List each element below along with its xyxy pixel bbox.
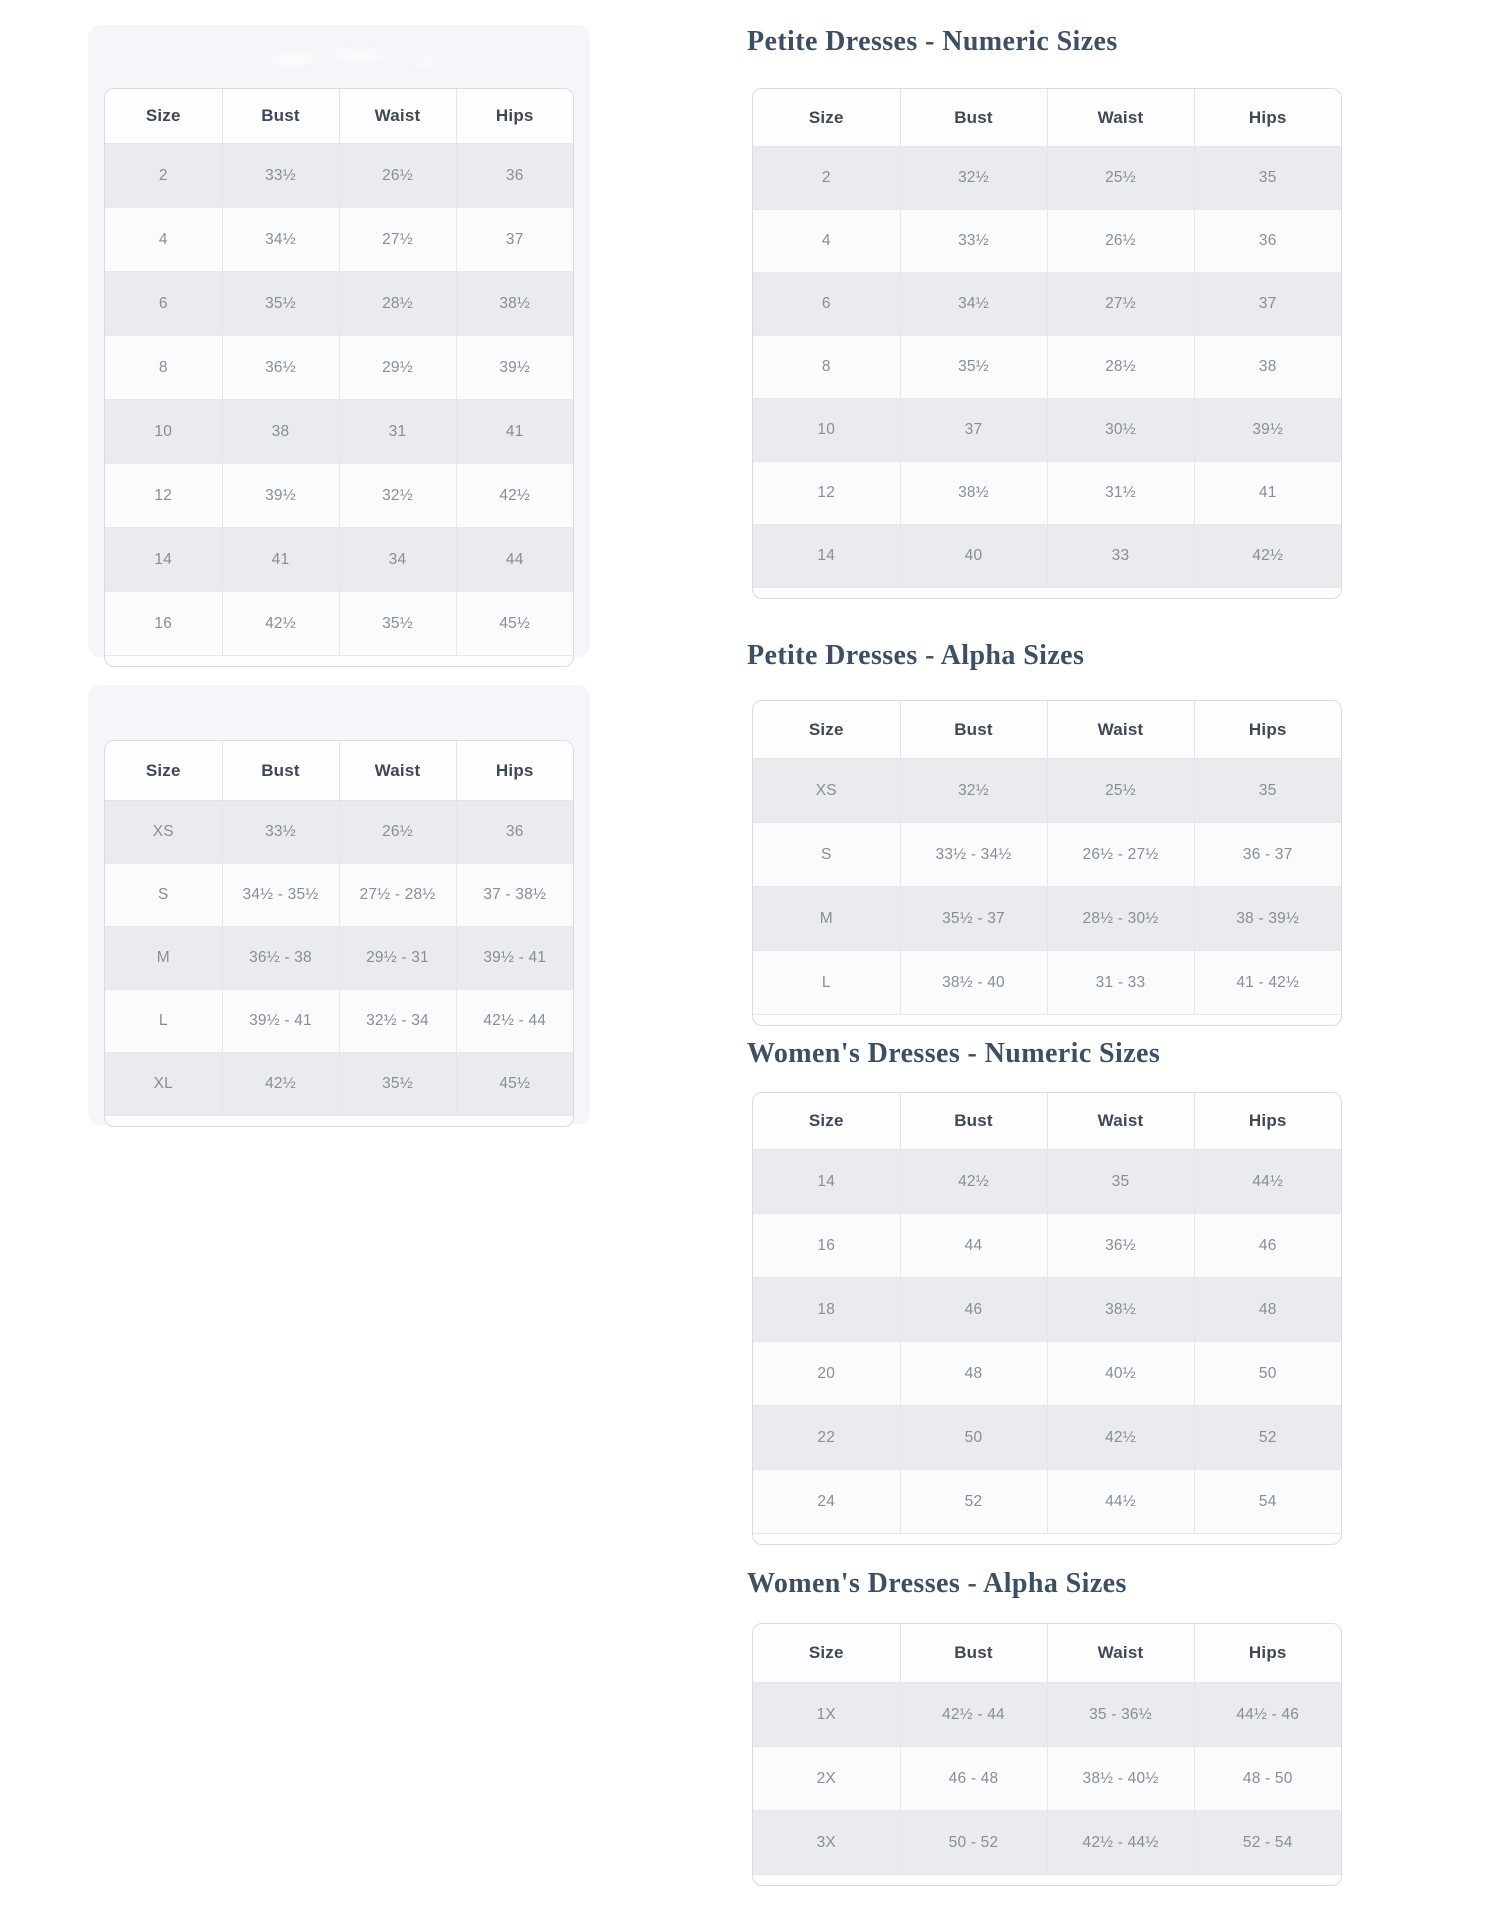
table-row [753, 951, 1341, 1015]
cell-size: 10 [753, 399, 900, 462]
column-header-bust: Bust [900, 1624, 1047, 1683]
size-chart-table [105, 89, 573, 656]
column-header-hips: Hips [456, 89, 573, 144]
cell-size: 8 [105, 336, 222, 400]
misses-numeric-size-chart [104, 88, 574, 667]
size-chart-table [753, 1624, 1341, 1875]
cell-size: 1X [753, 1683, 900, 1747]
cell-waist: 44½ [1047, 1470, 1194, 1534]
table-row [105, 528, 573, 592]
cell-size: 6 [105, 272, 222, 336]
table-row [753, 759, 1341, 823]
table-row [753, 1342, 1341, 1406]
cell-waist: 42½ - 44½ [1047, 1811, 1194, 1875]
cell-waist: 26½ - 27½ [1047, 823, 1194, 887]
cell-size: 14 [753, 1150, 900, 1214]
table-row [753, 525, 1341, 588]
size-chart-table [753, 89, 1341, 588]
cell-waist: 26½ [1047, 210, 1194, 273]
petite-numeric-title: Petite Dresses - Numeric Sizes [747, 26, 1118, 57]
cell-bust: 32½ [900, 759, 1047, 823]
table-row [753, 336, 1341, 399]
size-chart-table [105, 741, 573, 1116]
table-row [105, 400, 573, 464]
table-row [753, 147, 1341, 210]
cell-bust: 38½ [900, 462, 1047, 525]
cell-hips: 41 - 42½ [1194, 951, 1341, 1015]
petite-alpha-size-chart [752, 700, 1342, 1026]
cell-bust: 42½ - 44 [900, 1683, 1047, 1747]
cell-hips: 39½ - 41 [456, 927, 573, 990]
cell-size: 8 [753, 336, 900, 399]
table-row [105, 208, 573, 272]
cell-size: L [753, 951, 900, 1015]
table-row [753, 1683, 1341, 1747]
cell-size: 12 [105, 464, 222, 528]
cell-waist: 25½ [1047, 147, 1194, 210]
size-chart-table [753, 701, 1341, 1015]
cell-bust: 42½ [222, 592, 339, 656]
cell-hips: 36 [456, 144, 573, 208]
cell-bust: 46 [900, 1278, 1047, 1342]
cell-size: 2 [105, 144, 222, 208]
cell-bust: 34½ [900, 273, 1047, 336]
cell-size: 24 [753, 1470, 900, 1534]
cell-bust: 39½ - 41 [222, 990, 339, 1053]
cell-hips: 36 - 37 [1194, 823, 1341, 887]
column-header-waist: Waist [339, 741, 456, 801]
cell-hips: 38 [1194, 336, 1341, 399]
table-row [105, 990, 573, 1053]
column-header-bust: Bust [222, 89, 339, 144]
cell-size: 14 [105, 528, 222, 592]
cell-bust: 44 [900, 1214, 1047, 1278]
column-header-hips: Hips [1194, 1624, 1341, 1683]
faded-watermark [238, 35, 458, 79]
column-header-size: Size [753, 1624, 900, 1683]
cell-bust: 37 [900, 399, 1047, 462]
cell-bust: 50 [900, 1406, 1047, 1470]
cell-size: 2 [753, 147, 900, 210]
header-row [753, 1093, 1341, 1150]
cell-waist: 28½ [1047, 336, 1194, 399]
cell-hips: 44½ [1194, 1150, 1341, 1214]
table-row [105, 144, 573, 208]
cell-hips: 35 [1194, 147, 1341, 210]
table-row [753, 1811, 1341, 1875]
cell-hips: 37 [1194, 273, 1341, 336]
cell-hips: 44 [456, 528, 573, 592]
cell-size: 18 [753, 1278, 900, 1342]
cell-waist: 25½ [1047, 759, 1194, 823]
cell-size: 20 [753, 1342, 900, 1406]
table-row [105, 801, 573, 864]
cell-waist: 26½ [339, 144, 456, 208]
cell-size: 14 [753, 525, 900, 588]
cell-waist: 35½ [339, 592, 456, 656]
cell-bust: 38½ - 40 [900, 951, 1047, 1015]
cell-size: 12 [753, 462, 900, 525]
cell-hips: 48 [1194, 1278, 1341, 1342]
cell-hips: 36 [1194, 210, 1341, 273]
misses-alpha-size-chart [104, 740, 574, 1127]
cell-waist: 27½ - 28½ [339, 864, 456, 927]
cell-hips: 45½ [456, 592, 573, 656]
column-header-bust: Bust [900, 89, 1047, 147]
column-header-bust: Bust [900, 701, 1047, 759]
cell-bust: 48 [900, 1342, 1047, 1406]
table-row [105, 336, 573, 400]
cell-hips: 37 [456, 208, 573, 272]
cell-size: 16 [105, 592, 222, 656]
cell-waist: 38½ [1047, 1278, 1194, 1342]
column-header-bust: Bust [222, 741, 339, 801]
cell-waist: 38½ - 40½ [1047, 1747, 1194, 1811]
cell-size: 3X [753, 1811, 900, 1875]
cell-hips: 45½ [456, 1053, 573, 1116]
header-row [753, 1624, 1341, 1683]
cell-waist: 28½ - 30½ [1047, 887, 1194, 951]
column-header-hips: Hips [1194, 701, 1341, 759]
cell-hips: 46 [1194, 1214, 1341, 1278]
cell-hips: 42½ [456, 464, 573, 528]
cell-waist: 32½ [339, 464, 456, 528]
cell-waist: 29½ - 31 [339, 927, 456, 990]
cell-waist: 36½ [1047, 1214, 1194, 1278]
table-row [753, 1214, 1341, 1278]
table-row [105, 272, 573, 336]
table-row [753, 1747, 1341, 1811]
cell-bust: 46 - 48 [900, 1747, 1047, 1811]
cell-hips: 38½ [456, 272, 573, 336]
table-row [753, 399, 1341, 462]
cell-waist: 34 [339, 528, 456, 592]
cell-bust: 36½ - 38 [222, 927, 339, 990]
cell-size: 6 [753, 273, 900, 336]
cell-hips: 37 - 38½ [456, 864, 573, 927]
cell-bust: 42½ [900, 1150, 1047, 1214]
cell-waist: 35 - 36½ [1047, 1683, 1194, 1747]
cell-hips: 50 [1194, 1342, 1341, 1406]
cell-size: 10 [105, 400, 222, 464]
cell-hips: 39½ [456, 336, 573, 400]
table-row [753, 823, 1341, 887]
column-header-hips: Hips [1194, 1093, 1341, 1150]
table-row [753, 1470, 1341, 1534]
cell-size: L [105, 990, 222, 1053]
column-header-size: Size [753, 1093, 900, 1150]
cell-bust: 39½ [222, 464, 339, 528]
column-header-waist: Waist [1047, 89, 1194, 147]
table-row [753, 1278, 1341, 1342]
cell-waist: 30½ [1047, 399, 1194, 462]
header-row [753, 89, 1341, 147]
cell-bust: 41 [222, 528, 339, 592]
cell-size: 22 [753, 1406, 900, 1470]
cell-size: M [753, 887, 900, 951]
column-header-size: Size [753, 89, 900, 147]
table-row [753, 887, 1341, 951]
cell-waist: 35½ [339, 1053, 456, 1116]
cell-hips: 35 [1194, 759, 1341, 823]
cell-waist: 31 [339, 400, 456, 464]
cell-hips: 54 [1194, 1470, 1341, 1534]
cell-bust: 36½ [222, 336, 339, 400]
cell-waist: 28½ [339, 272, 456, 336]
cell-waist: 27½ [1047, 273, 1194, 336]
column-header-waist: Waist [1047, 1624, 1194, 1683]
table-row [105, 592, 573, 656]
cell-size: S [753, 823, 900, 887]
cell-bust: 33½ - 34½ [900, 823, 1047, 887]
cell-size: XL [105, 1053, 222, 1116]
header-row [105, 89, 573, 144]
cell-bust: 33½ [222, 144, 339, 208]
cell-bust: 35½ [222, 272, 339, 336]
column-header-waist: Waist [1047, 701, 1194, 759]
cell-waist: 29½ [339, 336, 456, 400]
cell-bust: 34½ [222, 208, 339, 272]
cell-size: XS [105, 801, 222, 864]
cell-size: S [105, 864, 222, 927]
women-numeric-title: Women's Dresses - Numeric Sizes [747, 1038, 1161, 1069]
cell-waist: 42½ [1047, 1406, 1194, 1470]
cell-waist: 32½ - 34 [339, 990, 456, 1053]
cell-waist: 35 [1047, 1150, 1194, 1214]
table-row [105, 864, 573, 927]
cell-bust: 33½ [222, 801, 339, 864]
column-header-hips: Hips [1194, 89, 1341, 147]
cell-waist: 27½ [339, 208, 456, 272]
table-row [753, 1406, 1341, 1470]
column-header-hips: Hips [456, 741, 573, 801]
cell-size: XS [753, 759, 900, 823]
cell-hips: 42½ - 44 [456, 990, 573, 1053]
cell-bust: 42½ [222, 1053, 339, 1116]
column-header-bust: Bust [900, 1093, 1047, 1150]
cell-hips: 48 - 50 [1194, 1747, 1341, 1811]
header-row [105, 741, 573, 801]
cell-hips: 41 [1194, 462, 1341, 525]
cell-bust: 34½ - 35½ [222, 864, 339, 927]
column-header-size: Size [753, 701, 900, 759]
column-header-size: Size [105, 89, 222, 144]
cell-size: M [105, 927, 222, 990]
cell-waist: 31 - 33 [1047, 951, 1194, 1015]
cell-bust: 32½ [900, 147, 1047, 210]
table-row [753, 273, 1341, 336]
column-header-waist: Waist [1047, 1093, 1194, 1150]
cell-bust: 38 [222, 400, 339, 464]
cell-hips: 52 - 54 [1194, 1811, 1341, 1875]
size-chart-table [753, 1093, 1341, 1534]
petite-numeric-size-chart [752, 88, 1342, 599]
table-row [105, 1053, 573, 1116]
table-row [105, 464, 573, 528]
cell-hips: 44½ - 46 [1194, 1683, 1341, 1747]
cell-size: 16 [753, 1214, 900, 1278]
cell-hips: 42½ [1194, 525, 1341, 588]
cell-waist: 40½ [1047, 1342, 1194, 1406]
cell-hips: 38 - 39½ [1194, 887, 1341, 951]
cell-size: 4 [105, 208, 222, 272]
header-row [753, 701, 1341, 759]
cell-bust: 40 [900, 525, 1047, 588]
cell-hips: 41 [456, 400, 573, 464]
misses-numeric-panel [88, 25, 590, 657]
cell-size: 2X [753, 1747, 900, 1811]
table-row [753, 1150, 1341, 1214]
cell-bust: 35½ - 37 [900, 887, 1047, 951]
column-header-waist: Waist [339, 89, 456, 144]
cell-bust: 52 [900, 1470, 1047, 1534]
cell-waist: 26½ [339, 801, 456, 864]
table-row [753, 462, 1341, 525]
cell-bust: 50 - 52 [900, 1811, 1047, 1875]
cell-hips: 52 [1194, 1406, 1341, 1470]
right-column [747, 0, 1347, 1909]
cell-bust: 33½ [900, 210, 1047, 273]
women-alpha-size-chart [752, 1623, 1342, 1886]
cell-hips: 36 [456, 801, 573, 864]
women-numeric-size-chart [752, 1092, 1342, 1545]
petite-alpha-title: Petite Dresses - Alpha Sizes [747, 640, 1085, 671]
cell-bust: 35½ [900, 336, 1047, 399]
cell-waist: 33 [1047, 525, 1194, 588]
cell-waist: 31½ [1047, 462, 1194, 525]
misses-alpha-panel [88, 685, 590, 1125]
cell-size: 4 [753, 210, 900, 273]
cell-hips: 39½ [1194, 399, 1341, 462]
table-row [753, 210, 1341, 273]
column-header-size: Size [105, 741, 222, 801]
women-alpha-title: Women's Dresses - Alpha Sizes [747, 1568, 1127, 1599]
table-row [105, 927, 573, 990]
